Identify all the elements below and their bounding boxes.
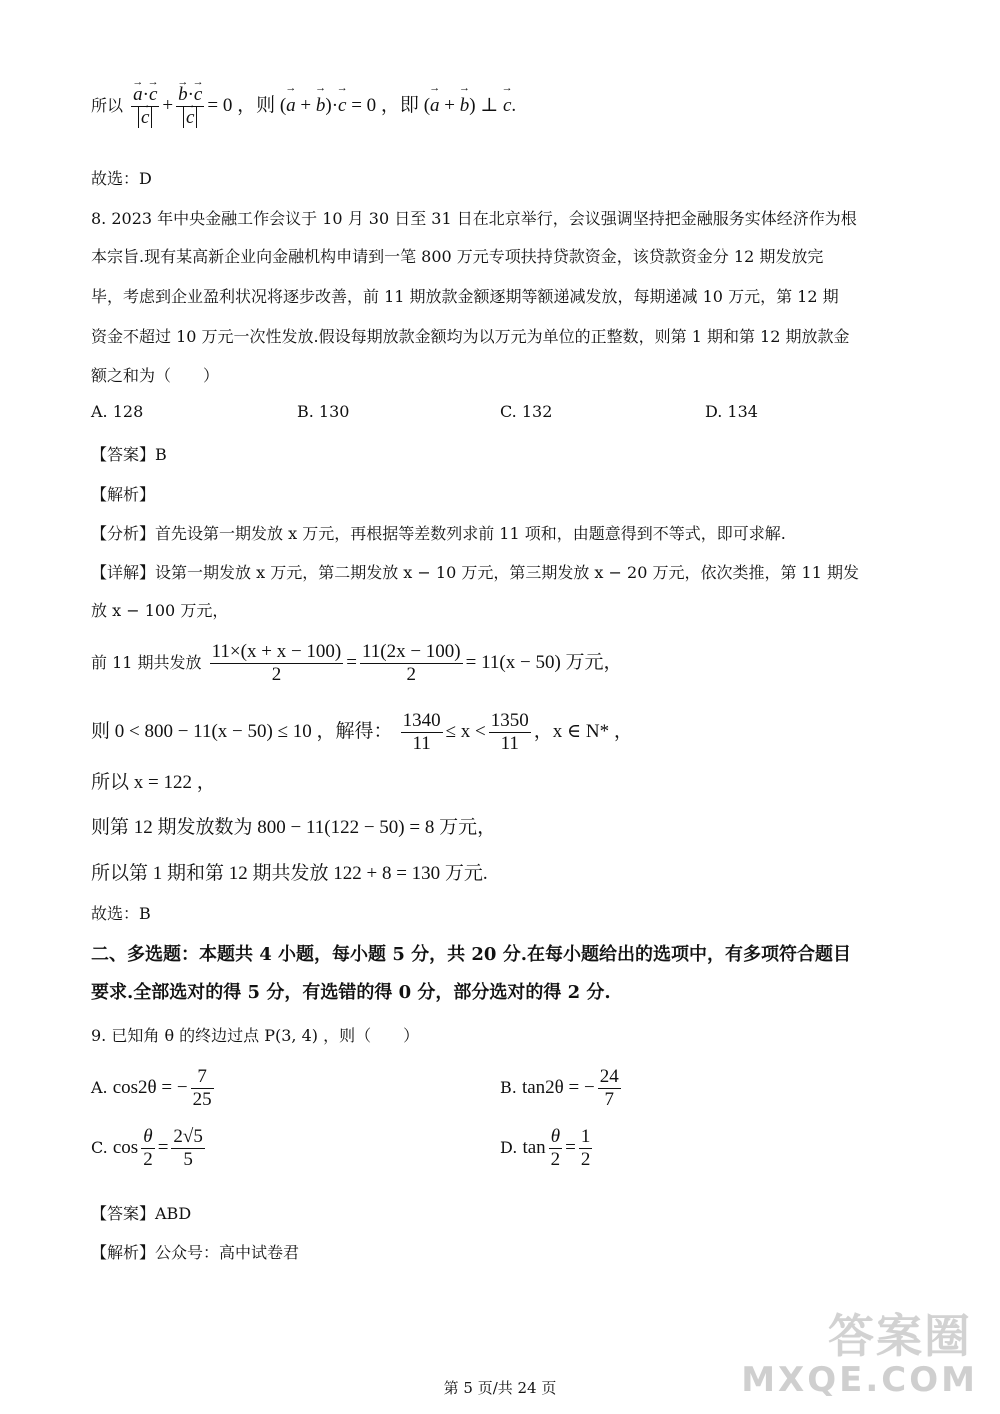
q9-option-d: D. tan $\frac{\theta}{2}$ = $\frac{1}{2}$ bbox=[500, 1126, 591, 1170]
q8-stem-line: 资金不超过 10 万元一次性发放.假设每期放款金额均为以万元为单位的正整数，则第 1 期和第 12 期放款金 bbox=[91, 327, 850, 346]
watermark-bottom-text: MXQE.COM bbox=[741, 1360, 978, 1400]
q9-answer: 【答案】ABD bbox=[91, 1204, 192, 1223]
q9-jiexi: 【解析】公众号：高中试卷君 bbox=[91, 1243, 300, 1262]
q8-stem-line: 本宗旨.现有某高新企业向金融机构申请到一笔 800 万元专项扶持贷款资金，该贷款资金分 12 期发放完 bbox=[91, 247, 824, 266]
q8-option-d: D. 134 bbox=[705, 402, 758, 421]
q8-stem-line: 8. 2023 年中央金融工作会议于 10 月 30 日至 31 日在北京举行，会议强调坚持把金融服务实体经济作为根 bbox=[91, 209, 857, 228]
q7-answer: 故选：D bbox=[91, 169, 152, 188]
q7-formula: → a·→ c → c + → b·→ c → c = 0 ，则 (→ a + → b)·→ c = 0 ，即 (→ a + → b) ⊥ → c. bbox=[128, 95, 516, 116]
q8-period12: 则第 12 期发放数为 800 − 11(122 − 50) = 8 万元， bbox=[91, 817, 497, 838]
section2-heading: 要求.全部选对的得 5 分，有选错的得 0 分，部分选对的得 2 分. bbox=[91, 982, 611, 1003]
q9-option-c: C. cos $\frac{\theta}{2}$ = $\frac{2√5}{5}$ bbox=[91, 1126, 203, 1170]
q8-stem-line: 毕，考虑到企业盈利状况将逐步改善，前 11 期放款金额逐期等额递减发放，每期递减 10 万元，第 12 期 bbox=[91, 287, 839, 306]
q8-option-b: B. 130 bbox=[297, 402, 350, 421]
q8-stem-line: 额之和为（ ） bbox=[91, 366, 220, 385]
q8-total: 所以第 1 期和第 12 期共发放 122 + 8 = 130 万元. bbox=[91, 863, 488, 884]
q7-prefix: 所以 bbox=[91, 95, 124, 115]
q8-detail-line: 【详解】设第一期发放 x 万元，第二期发放 x − 10 万元，第三期发放 x − 20 万元，依次类推，第 11 期发 bbox=[91, 563, 859, 582]
q8-answer: 【答案】B bbox=[91, 445, 167, 464]
q8-jiexi-label: 【解析】 bbox=[91, 485, 156, 504]
section2-heading: 二、多选题：本题共 4 小题，每小题 5 分，共 20 分.在每小题给出的选项中，有多项符合题目 bbox=[91, 944, 851, 965]
q7-conclusion-line bbox=[91, 84, 516, 129]
q9-option-b: B. tan2θ = − $\frac{24}{7}$ bbox=[500, 1066, 619, 1110]
page-footer: 第 5 页/共 24 页 bbox=[443, 1379, 557, 1397]
q9-option-a: A. cos2θ = − $\frac{7}{25}$ bbox=[91, 1066, 212, 1110]
watermark-top-text: 答案圈 bbox=[828, 1309, 972, 1363]
q8-analysis: 【分析】首先设第一期发放 x 万元，再根据等差数列求前 11 项和，由题意得到不等式，即可求解. bbox=[91, 524, 786, 543]
q8-final-answer: 故选：B bbox=[91, 904, 151, 923]
q9-stem: 9. 已知角 θ 的终边过点 P(3, 4) ，则（ ） bbox=[91, 1026, 420, 1045]
q8-option-a: A. 128 bbox=[91, 402, 144, 421]
q8-sum-line: 前 11 期共发放 $\frac{11\times(x + x - 100)}{2}$ = $\frac{11(2x - 100)}{2}$ = 11(x − 50) 万元， bbox=[91, 641, 623, 685]
q8-detail-line: 放 x − 100 万元， bbox=[91, 601, 229, 620]
q8-x-value: 所以 x = 122 ， bbox=[91, 772, 216, 793]
q8-option-c: C. 132 bbox=[500, 402, 553, 421]
watermark-logo bbox=[732, 1300, 982, 1400]
q8-inequality-line: 则 0 < 800 − 11(x − 50) ≤ 10 ，解得： $\frac{1340}{11}$ ≤ x < $\frac{1350}{11}$ ，x ∈ N* ， bbox=[91, 710, 633, 754]
